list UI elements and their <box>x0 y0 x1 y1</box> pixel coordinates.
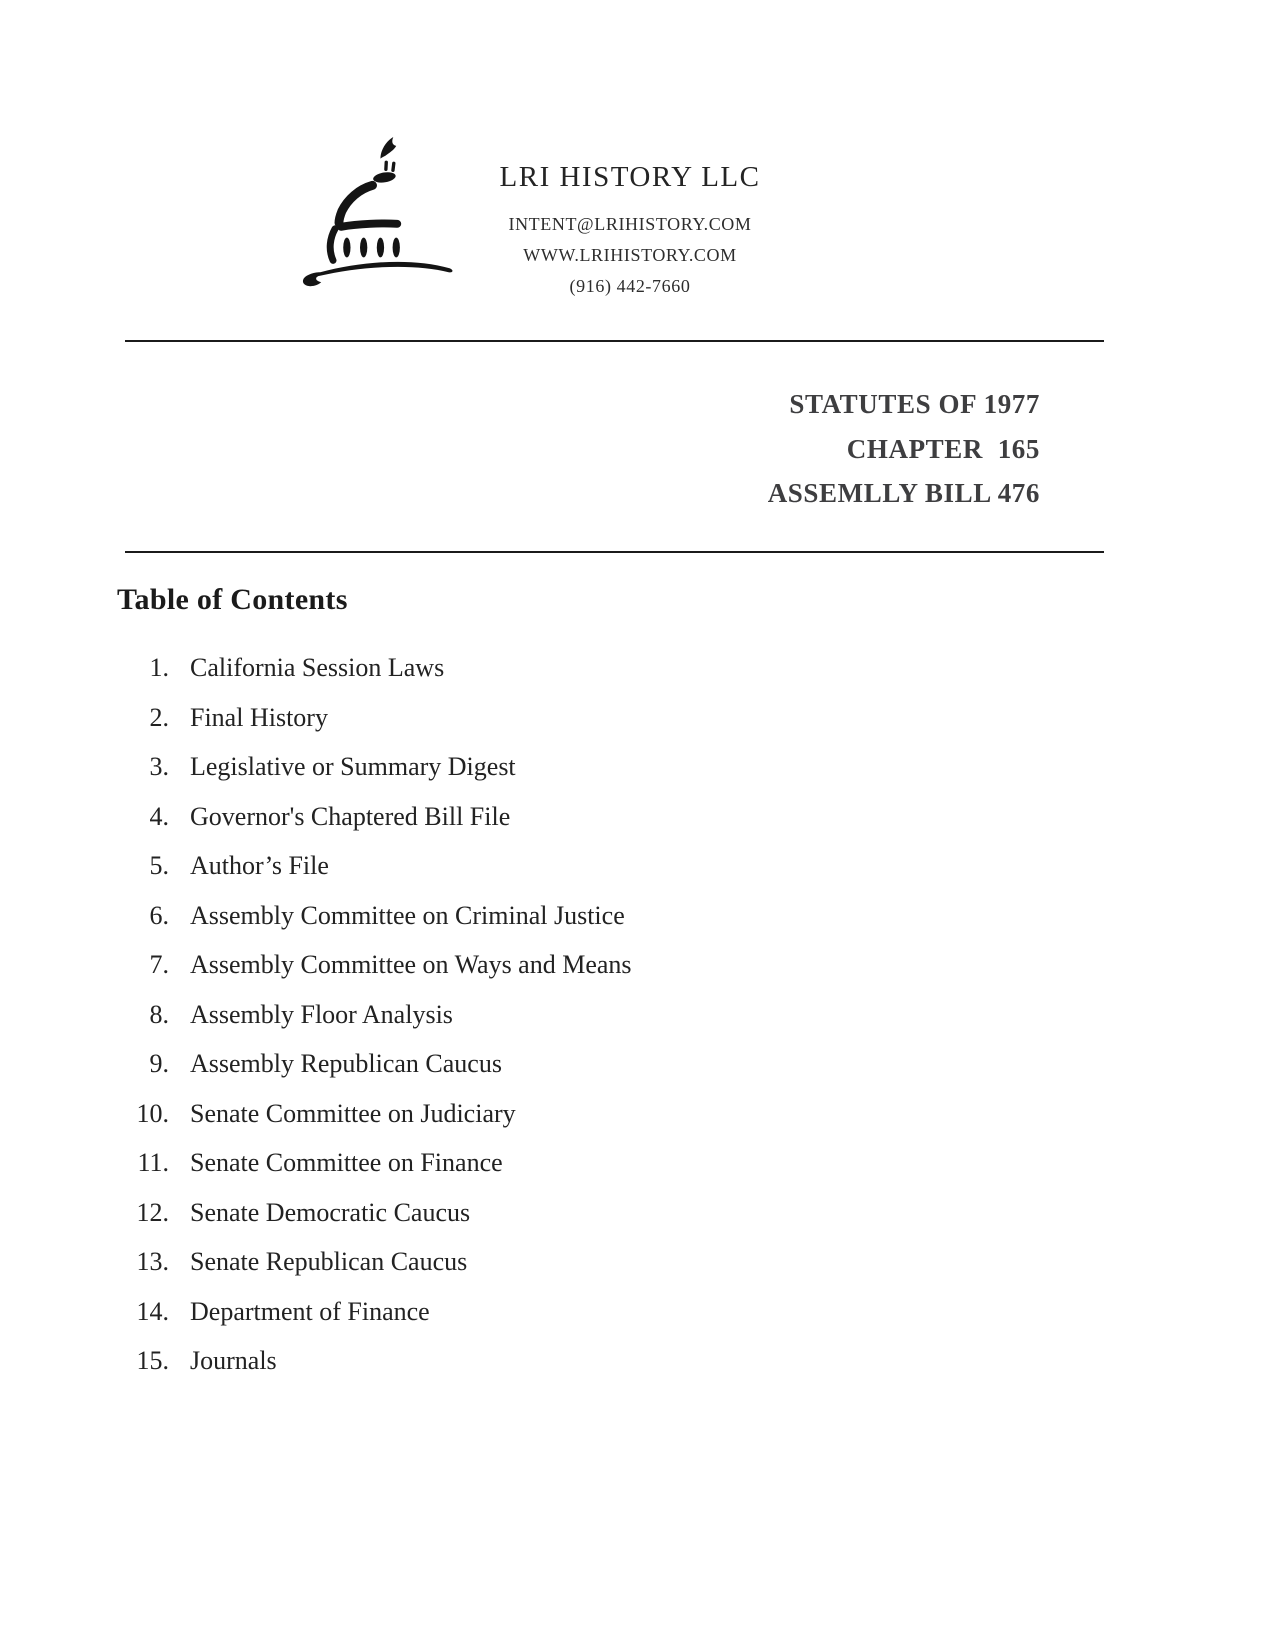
toc-item <box>117 1249 632 1275</box>
toc-item-number: 9. <box>149 1049 169 1078</box>
toc-item-number: 3. <box>149 752 169 781</box>
toc-item-number: 4. <box>149 801 169 831</box>
logo-base-swoosh <box>303 262 453 286</box>
toc-item-label: Assembly Committee on Criminal Justice <box>190 900 625 930</box>
toc-item-label: Assembly Republican Caucus <box>190 1049 502 1078</box>
toc-item-number: 13. <box>136 1247 169 1276</box>
toc-item-label: Senate Democratic Caucus <box>190 1197 471 1227</box>
toc-item-number: 11. <box>137 1148 169 1177</box>
toc-item <box>117 1150 632 1176</box>
toc-item-label: California Session Laws <box>190 653 445 682</box>
toc-item <box>117 952 632 978</box>
toc-item <box>117 1348 632 1374</box>
toc-item-label: Senate Committee on Finance <box>190 1148 503 1177</box>
logo-column <box>360 238 367 258</box>
statutes-line: STATUTES OF 1977 <box>789 389 1040 419</box>
logo-column <box>343 238 350 258</box>
toc-item-label: Assembly Floor Analysis <box>190 999 453 1029</box>
toc-item-number: 12. <box>136 1197 169 1227</box>
toc-list <box>117 655 632 1398</box>
toc-item-number: 7. <box>149 950 169 979</box>
logo-dash <box>384 161 388 172</box>
company-phone: (916) 442-7660 <box>569 276 691 296</box>
toc-item-label: Assembly Committee on Ways and Means <box>190 950 632 979</box>
company-name: LRI HISTORY LLC <box>499 161 761 193</box>
toc-item-label: Senate Committee on Judiciary <box>190 1098 516 1128</box>
toc-item-number: 6. <box>149 900 169 930</box>
toc-item <box>117 1296 632 1326</box>
logo-column <box>377 238 384 258</box>
toc-heading: Table of Contents <box>117 583 348 616</box>
toc-item-label: Journals <box>190 1346 277 1375</box>
toc-item-label: Senate Republican Caucus <box>190 1247 468 1276</box>
toc-item-label: Governor's Chaptered Bill File <box>190 801 511 831</box>
logo-column <box>393 238 400 258</box>
toc-item <box>117 1197 632 1227</box>
divider-bottom <box>125 551 1104 553</box>
logo-dash <box>391 161 396 172</box>
assembly-bill-line: ASSEMLLY BILL 476 <box>767 478 1040 508</box>
logo-lantern <box>372 171 396 184</box>
toc-item <box>117 1051 632 1077</box>
company-website: WWW.LRIHISTORY.COM <box>523 245 737 265</box>
toc-item <box>117 702 632 732</box>
logo-left-stroke <box>330 229 335 261</box>
toc-item <box>117 999 632 1029</box>
toc-item-label: Author’s File <box>190 851 329 880</box>
company-email: INTENT@LRIHISTORY.COM <box>508 214 752 234</box>
toc-item-label: Legislative or Summary Digest <box>190 752 516 781</box>
toc-item-number: 2. <box>149 702 169 732</box>
toc-item-number: 8. <box>149 999 169 1029</box>
toc-item <box>117 1098 632 1128</box>
toc-item <box>117 655 632 681</box>
capitol-dome-icon <box>294 132 458 290</box>
toc-item-number: 14. <box>136 1296 169 1326</box>
logo-cornice <box>341 223 397 226</box>
statutes-title-block <box>768 382 1040 516</box>
toc-item <box>117 801 632 831</box>
divider-top <box>125 340 1104 342</box>
toc-item-number: 15. <box>136 1346 169 1375</box>
company-info <box>468 161 792 302</box>
toc-item-number: 1. <box>149 653 169 682</box>
toc-item-label: Department of Finance <box>190 1296 430 1326</box>
toc-item <box>117 853 632 879</box>
logo-flag <box>380 137 396 159</box>
toc-item-label: Final History <box>190 702 328 732</box>
logo-dome-arc <box>339 185 373 223</box>
toc-item-number: 5. <box>149 851 169 880</box>
toc-item <box>117 900 632 930</box>
toc-item-number: 10. <box>136 1098 169 1128</box>
toc-item <box>117 754 632 780</box>
chapter-line: CHAPTER 165 <box>846 433 1040 464</box>
